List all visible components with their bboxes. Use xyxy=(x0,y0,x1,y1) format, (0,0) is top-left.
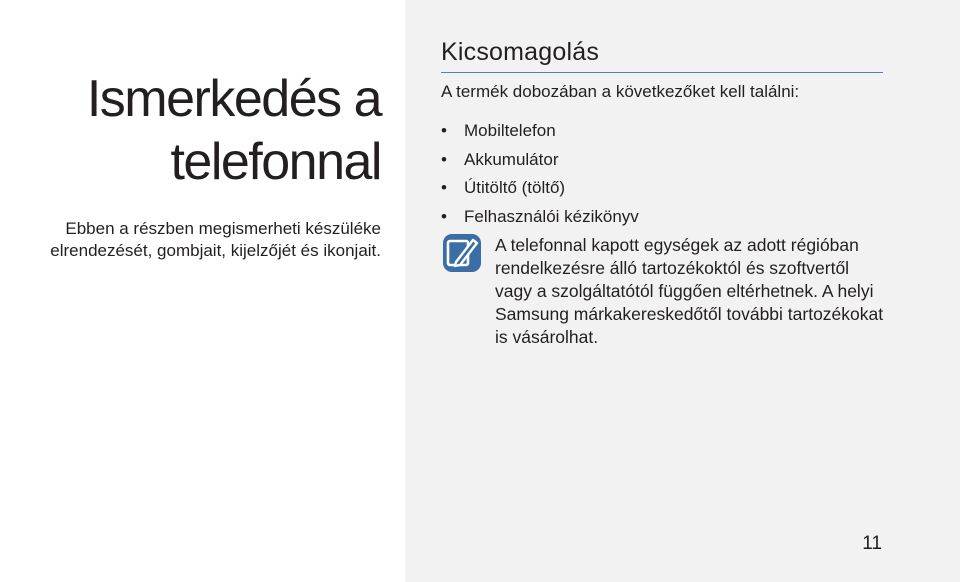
package-contents-list xyxy=(441,117,639,231)
section-divider xyxy=(441,72,883,73)
chapter-title-line-2: telefonnal xyxy=(170,133,381,191)
section-lead: A termék dobozában a következőket kell találni: xyxy=(441,82,800,101)
section-title: Kicsomagolás xyxy=(441,38,600,66)
content-panel xyxy=(405,0,960,582)
list-item-label: Akkumulátor xyxy=(464,149,559,169)
chapter-intro: Ebben a részben megismerheti készüléke elrendezését, gombjait, kijelzőjét és ikonjait. xyxy=(50,219,381,260)
list-item xyxy=(441,117,639,146)
list-item-label: Útitöltő (töltő) xyxy=(464,178,566,198)
bullet-icon: • xyxy=(441,178,447,198)
chapter-title-line-1: Ismerkedés a xyxy=(86,70,381,128)
bullet-icon: • xyxy=(441,121,447,140)
note-pencil-icon xyxy=(442,233,482,273)
chapter-title xyxy=(0,68,381,194)
page-number: 11 xyxy=(862,533,882,554)
list-item xyxy=(441,146,639,175)
bullet-icon: • xyxy=(441,206,447,226)
chapter-panel xyxy=(0,0,405,582)
note-text: A telefonnal kapott egységek az adott régióban rendelkezésre álló tartozékoktól és szoftvertől vagy a szolgáltatótól függően eltérhetnek. A helyi Samsung márkakereskedőtől további tartozékokat is vásárolhat. xyxy=(495,235,884,347)
list-item-label: Mobiltelefon xyxy=(464,121,556,140)
bullet-icon: • xyxy=(441,149,447,169)
list-item xyxy=(441,203,639,232)
list-item-label: Felhasználói kézikönyv xyxy=(464,206,639,226)
list-item xyxy=(441,174,639,203)
